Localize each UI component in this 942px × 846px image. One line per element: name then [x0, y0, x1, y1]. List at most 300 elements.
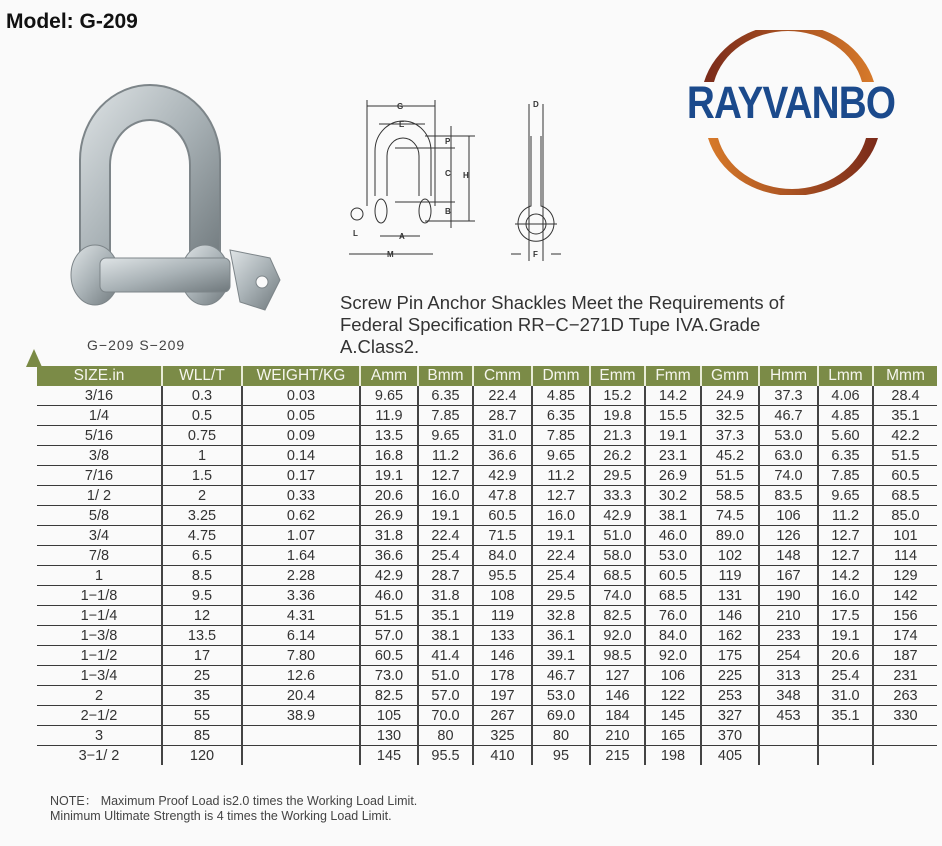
table-cell: 101 [873, 526, 937, 546]
table-cell: 13.5 [162, 626, 242, 646]
column-header: Bmm [418, 366, 473, 386]
table-cell: 127 [590, 666, 645, 686]
table-row [37, 726, 937, 746]
rayvanbo-logo [666, 30, 916, 195]
table-cell: 12.7 [818, 526, 873, 546]
table-cell: 184 [590, 706, 645, 726]
table-cell: 85.0 [873, 506, 937, 526]
table-cell: 3 [37, 726, 162, 746]
table-row [37, 546, 937, 566]
table-cell: 5.60 [818, 426, 873, 446]
label-d: D [533, 100, 539, 109]
table-cell: 30.2 [645, 486, 701, 506]
table-cell: 9.65 [532, 446, 590, 466]
table-cell: 83.5 [759, 486, 818, 506]
table-cell: 327 [701, 706, 759, 726]
table-cell: 42.2 [873, 426, 937, 446]
table-cell: 68.5 [645, 586, 701, 606]
table-cell: 2.28 [242, 566, 360, 586]
label-h: H [463, 171, 469, 180]
label-l: L [353, 229, 358, 238]
table-cell: 119 [701, 566, 759, 586]
table-cell: 29.5 [532, 586, 590, 606]
table-cell: 6.5 [162, 546, 242, 566]
table-cell: 42.9 [473, 466, 532, 486]
table-cell: 25.4 [818, 666, 873, 686]
table-cell: 145 [645, 706, 701, 726]
table-cell: 17 [162, 646, 242, 666]
table-cell: 11.2 [532, 466, 590, 486]
table-cell: 210 [759, 606, 818, 626]
table-cell [818, 746, 873, 766]
table-cell: 95 [532, 746, 590, 766]
table-cell: 11.9 [360, 406, 418, 426]
table-cell: 25 [162, 666, 242, 686]
table-cell: 6.14 [242, 626, 360, 646]
table-cell: 28.7 [473, 406, 532, 426]
label-m: M [387, 250, 394, 259]
table-cell: 53.0 [532, 686, 590, 706]
table-cell: 105 [360, 706, 418, 726]
photo-caption: G−209 S−209 [87, 337, 186, 353]
table-cell: 7.85 [418, 406, 473, 426]
table-cell: 313 [759, 666, 818, 686]
table-cell: 1−1/8 [37, 586, 162, 606]
label-g: G [397, 102, 404, 111]
table-cell: 267 [473, 706, 532, 726]
note-line-1: NOTE： Maximum Proof Load is2.0 times the Working Load Limit. [50, 794, 418, 808]
table-cell: 330 [873, 706, 937, 726]
table-cell: 19.8 [590, 406, 645, 426]
table-cell: 25.4 [532, 566, 590, 586]
table-cell: 19.1 [645, 426, 701, 446]
table-cell: 20.6 [818, 646, 873, 666]
table-cell: 146 [701, 606, 759, 626]
table-cell: 165 [645, 726, 701, 746]
table-cell: 102 [701, 546, 759, 566]
table-cell: 82.5 [590, 606, 645, 626]
table-cell: 60.5 [873, 466, 937, 486]
table-cell: 1.5 [162, 466, 242, 486]
table-cell: 46.0 [645, 526, 701, 546]
table-cell: 12.7 [818, 546, 873, 566]
table-row [37, 706, 937, 726]
table-cell: 0.33 [242, 486, 360, 506]
table-cell: 12.7 [418, 466, 473, 486]
table-cell: 1 [37, 566, 162, 586]
shackle-photo [40, 70, 310, 330]
table-cell: 98.5 [590, 646, 645, 666]
table-cell: 26.9 [360, 506, 418, 526]
model-title: Model: G-209 [6, 10, 138, 33]
table-cell: 148 [759, 546, 818, 566]
table-cell: 89.0 [701, 526, 759, 546]
table-cell: 35.1 [418, 606, 473, 626]
table-cell [873, 746, 937, 766]
table-cell: 3/16 [37, 386, 162, 406]
table-cell: 6.35 [532, 406, 590, 426]
table-cell: 1 [162, 446, 242, 466]
table-cell: 1/ 2 [37, 486, 162, 506]
table-cell: 92.0 [590, 626, 645, 646]
table-cell: 263 [873, 686, 937, 706]
table-cell: 348 [759, 686, 818, 706]
table-row [37, 566, 937, 586]
table-cell: 405 [701, 746, 759, 766]
table-cell: 29.5 [590, 466, 645, 486]
table-cell: 4.75 [162, 526, 242, 546]
table-cell: 74.0 [759, 466, 818, 486]
table-cell: 31.0 [473, 426, 532, 446]
table-cell: 325 [473, 726, 532, 746]
table-cell: 3.36 [242, 586, 360, 606]
table-cell: 4.31 [242, 606, 360, 626]
table-cell: 20.4 [242, 686, 360, 706]
table-cell: 12 [162, 606, 242, 626]
table-cell: 5/8 [37, 506, 162, 526]
table-cell: 57.0 [418, 686, 473, 706]
table-cell: 1−3/8 [37, 626, 162, 646]
table-row [37, 426, 937, 446]
table-cell: 19.1 [532, 526, 590, 546]
table-cell: 69.0 [532, 706, 590, 726]
table-cell: 2−1/2 [37, 706, 162, 726]
table-cell: 42.9 [360, 566, 418, 586]
table-row [37, 606, 937, 626]
table-cell: 3.25 [162, 506, 242, 526]
table-cell: 215 [590, 746, 645, 766]
table-cell: 46.0 [360, 586, 418, 606]
table-cell: 106 [759, 506, 818, 526]
spec-line: Screw Pin Anchor Shackles Meet the Requirements of [340, 292, 785, 313]
table-cell: 15.2 [590, 386, 645, 406]
table-cell: 1−1/2 [37, 646, 162, 666]
label-a: A [399, 232, 405, 241]
table-cell: 32.5 [701, 406, 759, 426]
table-cell: 35.1 [818, 706, 873, 726]
table-cell: 16.0 [532, 506, 590, 526]
table-cell: 2 [162, 486, 242, 506]
table-cell: 130 [360, 726, 418, 746]
table-cell: 95.5 [418, 746, 473, 766]
table-cell: 4.06 [818, 386, 873, 406]
table-cell: 0.3 [162, 386, 242, 406]
table-cell: 9.65 [418, 426, 473, 446]
table-cell: 19.1 [360, 466, 418, 486]
column-header: Hmm [759, 366, 818, 386]
table-cell: 37.3 [701, 426, 759, 446]
table-cell: 0.75 [162, 426, 242, 446]
table-cell: 53.0 [645, 546, 701, 566]
table-cell: 19.1 [818, 626, 873, 646]
table-cell: 58.0 [590, 546, 645, 566]
table-cell: 12.6 [242, 666, 360, 686]
table-cell: 26.2 [590, 446, 645, 466]
table-cell: 9.65 [818, 486, 873, 506]
table-cell: 32.8 [532, 606, 590, 626]
table-cell: 225 [701, 666, 759, 686]
table-cell: 12.7 [532, 486, 590, 506]
table-cell: 190 [759, 586, 818, 606]
table-row [37, 386, 937, 406]
table-row [37, 686, 937, 706]
table-cell: 92.0 [645, 646, 701, 666]
table-cell: 73.0 [360, 666, 418, 686]
table-row [37, 646, 937, 666]
table-cell: 156 [873, 606, 937, 626]
table-cell: 7/8 [37, 546, 162, 566]
spec-line: Federal Specification RR−C−271D Tupe IVA.Grade [340, 314, 761, 335]
table-cell: 253 [701, 686, 759, 706]
table-cell: 0.05 [242, 406, 360, 426]
column-header: Amm [360, 366, 418, 386]
table-cell: 51.0 [418, 666, 473, 686]
table-cell: 210 [590, 726, 645, 746]
table-cell: 0.03 [242, 386, 360, 406]
table-cell: 175 [701, 646, 759, 666]
table-cell: 233 [759, 626, 818, 646]
table-cell: 129 [873, 566, 937, 586]
table-cell: 1−3/4 [37, 666, 162, 686]
table-cell: 174 [873, 626, 937, 646]
label-p: P [445, 137, 451, 146]
table-cell: 31.8 [418, 586, 473, 606]
table-cell: 68.5 [873, 486, 937, 506]
table-row [37, 506, 937, 526]
table-row [37, 446, 937, 466]
table-cell: 1.07 [242, 526, 360, 546]
table-cell: 74.0 [590, 586, 645, 606]
table-cell: 4.85 [532, 386, 590, 406]
table-cell [242, 726, 360, 746]
table-cell: 15.5 [645, 406, 701, 426]
table-cell: 197 [473, 686, 532, 706]
table-cell: 35.1 [873, 406, 937, 426]
table-cell [242, 746, 360, 766]
table-cell: 6.35 [818, 446, 873, 466]
note-line-2: Minimum Ultimate Strength is 4 times the Working Load Limit. [50, 809, 392, 823]
table-cell: 22.4 [532, 546, 590, 566]
column-header: SIZE.in [37, 366, 162, 386]
table-cell: 120 [162, 746, 242, 766]
table-cell: 1−1/4 [37, 606, 162, 626]
table-cell: 126 [759, 526, 818, 546]
table-cell: 7.80 [242, 646, 360, 666]
table-cell: 9.65 [360, 386, 418, 406]
table-row [37, 526, 937, 546]
table-cell: 3/4 [37, 526, 162, 546]
table-cell: 38.1 [418, 626, 473, 646]
column-header: WEIGHT/KG [242, 366, 360, 386]
table-cell: 47.8 [473, 486, 532, 506]
table-cell: 187 [873, 646, 937, 666]
table-cell: 1.64 [242, 546, 360, 566]
table-cell: 63.0 [759, 446, 818, 466]
column-header: Emm [590, 366, 645, 386]
table-cell: 0.14 [242, 446, 360, 466]
column-header: Cmm [473, 366, 532, 386]
table-cell: 53.0 [759, 426, 818, 446]
table-cell: 7.85 [532, 426, 590, 446]
table-cell [873, 726, 937, 746]
table-cell: 131 [701, 586, 759, 606]
table-cell: 28.4 [873, 386, 937, 406]
column-header: Gmm [701, 366, 759, 386]
table-cell: 453 [759, 706, 818, 726]
table-cell: 36.1 [532, 626, 590, 646]
table-cell: 60.5 [645, 566, 701, 586]
column-header: WLL/T [162, 366, 242, 386]
table-cell: 119 [473, 606, 532, 626]
table-cell: 51.5 [701, 466, 759, 486]
table-cell: 1/4 [37, 406, 162, 426]
table-tab-decoration [26, 349, 42, 367]
table-cell: 39.1 [532, 646, 590, 666]
table-cell: 14.2 [818, 566, 873, 586]
column-header: Dmm [532, 366, 590, 386]
table-cell: 231 [873, 666, 937, 686]
label-c: C [445, 169, 451, 178]
spec-line: A.Class2. [340, 336, 420, 357]
table-cell: 51.0 [590, 526, 645, 546]
table-cell: 17.5 [818, 606, 873, 626]
table-cell: 41.4 [418, 646, 473, 666]
table-cell: 16.0 [818, 586, 873, 606]
table-cell: 8.5 [162, 566, 242, 586]
label-e: E [399, 120, 405, 129]
label-b: B [445, 207, 451, 216]
table-cell: 198 [645, 746, 701, 766]
table-cell: 3−1/ 2 [78, 747, 120, 764]
table-cell: 19.1 [418, 506, 473, 526]
table-cell: 57.0 [360, 626, 418, 646]
table-cell: 20.6 [360, 486, 418, 506]
table-cell: 36.6 [473, 446, 532, 466]
table-row [37, 466, 937, 486]
table-cell: 145 [360, 746, 418, 766]
table-cell: 38.1 [645, 506, 701, 526]
table-cell: 60.5 [360, 646, 418, 666]
table-cell: 114 [873, 546, 937, 566]
table-cell: 80 [418, 726, 473, 746]
table-cell: 84.0 [473, 546, 532, 566]
table-cell: 178 [473, 666, 532, 686]
table-row [37, 406, 937, 426]
table-cell: 82.5 [360, 686, 418, 706]
table-cell: 85 [162, 726, 242, 746]
table-cell: 254 [759, 646, 818, 666]
table-cell: 4.85 [818, 406, 873, 426]
table-cell: 23.1 [645, 446, 701, 466]
note [50, 794, 417, 824]
table-cell: 60.5 [473, 506, 532, 526]
table-cell: 16.0 [418, 486, 473, 506]
table-cell: 370 [701, 726, 759, 746]
table-row [37, 486, 937, 506]
table-row [37, 746, 937, 766]
table-cell: 51.5 [873, 446, 937, 466]
table-cell: 167 [759, 566, 818, 586]
table-cell: 26.9 [645, 466, 701, 486]
table-cell: 0.17 [242, 466, 360, 486]
table-cell: 36.6 [360, 546, 418, 566]
table-header-row [37, 366, 937, 386]
table-cell: 37.3 [759, 386, 818, 406]
table-cell: 122 [645, 686, 701, 706]
table-cell: 13.5 [360, 426, 418, 446]
table-cell: 38.9 [242, 706, 360, 726]
column-header: Fmm [645, 366, 701, 386]
table-cell [759, 746, 818, 766]
table-cell: 46.7 [759, 406, 818, 426]
spec-table [37, 366, 937, 765]
table-cell: 58.5 [701, 486, 759, 506]
table-cell: 7/16 [37, 466, 162, 486]
table-cell: 84.0 [645, 626, 701, 646]
table-cell: 106 [645, 666, 701, 686]
column-header: Mmm [873, 366, 937, 386]
table-cell: 162 [701, 626, 759, 646]
table-cell [818, 726, 873, 746]
table-cell: 6.35 [418, 386, 473, 406]
table-cell: 31.8 [360, 526, 418, 546]
table-cell: 16.8 [360, 446, 418, 466]
table-cell: 0.09 [242, 426, 360, 446]
table-row [37, 666, 937, 686]
table-cell: 22.4 [473, 386, 532, 406]
table-cell: 25.4 [418, 546, 473, 566]
table-cell: 51.5 [360, 606, 418, 626]
table-cell: 146 [590, 686, 645, 706]
table-cell: 14.2 [645, 386, 701, 406]
table-cell [759, 726, 818, 746]
table-cell: 7.85 [818, 466, 873, 486]
table-cell: 5/16 [37, 426, 162, 446]
column-header: Lmm [818, 366, 873, 386]
table-cell: 410 [473, 746, 532, 766]
table-cell: 133 [473, 626, 532, 646]
table-cell: 80 [532, 726, 590, 746]
table-cell: 0.5 [162, 406, 242, 426]
specification-text [340, 292, 784, 358]
logo-text: RAYVANBO [686, 77, 896, 128]
table-cell: 35 [162, 686, 242, 706]
table-cell: 45.2 [701, 446, 759, 466]
table-cell: 0.62 [242, 506, 360, 526]
table-cell: 33.3 [590, 486, 645, 506]
table-cell: 68.5 [590, 566, 645, 586]
table-cell: 42.9 [590, 506, 645, 526]
table-cell: 55 [162, 706, 242, 726]
table-cell: 74.5 [701, 506, 759, 526]
label-f: F [533, 250, 538, 259]
table-cell: 31.0 [818, 686, 873, 706]
table-cell: 3/8 [37, 446, 162, 466]
table-cell: 22.4 [418, 526, 473, 546]
table-cell: 28.7 [418, 566, 473, 586]
table-cell: 108 [473, 586, 532, 606]
table-cell: 76.0 [645, 606, 701, 626]
table-cell: 46.7 [532, 666, 590, 686]
table-cell: 70.0 [418, 706, 473, 726]
table-cell: 142 [873, 586, 937, 606]
table-cell: 9.5 [162, 586, 242, 606]
table-cell: 2 [37, 686, 162, 706]
table-cell: 21.3 [590, 426, 645, 446]
table-cell: 24.9 [701, 386, 759, 406]
table-cell: 95.5 [473, 566, 532, 586]
table-cell: 146 [473, 646, 532, 666]
